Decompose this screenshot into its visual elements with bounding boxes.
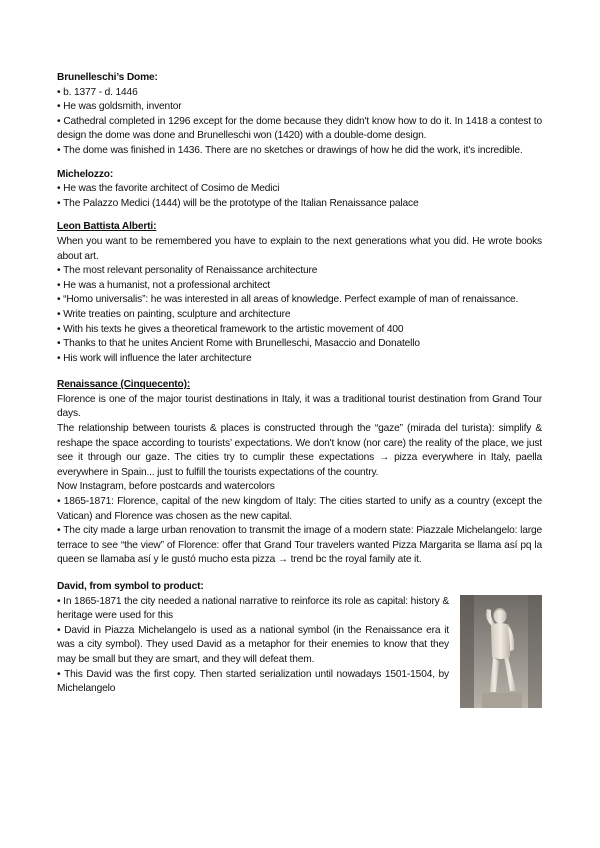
david-text: [57, 595, 449, 697]
bullet-item: • The city made a large urban renovation to transmit the image of a modern state: Piazzale Michelangelo: large terrace to see “the view” of Florence: offer that Grand Tour travelers wanted Pizza Margarita se llama así pq la queen se llamaba así y le gustó mucho esta pizza → trend bc the royal family ate it.: [57, 524, 542, 568]
bullet-item: • The most relevant personality of Renaissance architecture: [57, 264, 542, 279]
bullet-item: • The dome was finished in 1436. There are no sketches or drawings of how he did the work, it's incredible.: [57, 144, 542, 159]
bullet-item: • He was a humanist, not a professional architect: [57, 279, 542, 294]
david-statue-image: [460, 595, 542, 708]
section-heading: Leon Battista Alberti:: [57, 221, 157, 233]
section-brunelleschi: [57, 71, 542, 159]
bullet-item: • b. 1377 - d. 1446: [57, 86, 542, 101]
bullet-item: • His work will influence the later architecture: [57, 352, 542, 367]
paragraph: When you want to be remembered you have to explain to the next generations what you did. He wrote books about art.: [57, 235, 542, 262]
paragraph: Now Instagram, before postcards and watercolors: [57, 481, 275, 493]
bullet-item: • Thanks to that he unites Ancient Rome with Brunelleschi, Masaccio and Donatello: [57, 337, 542, 352]
david-content: [57, 595, 542, 697]
bullet-item: • With his texts he gives a theoretical framework to the artistic movement of 400: [57, 323, 542, 338]
bullet-item: • This David was the first copy. Then started serialization until nowadays 1501-1504, by Michelangelo: [57, 668, 449, 697]
section-david: [57, 580, 542, 697]
bullet-item: • Write treaties on painting, sculpture and architecture: [57, 308, 542, 323]
bullet-item: • The Palazzo Medici (1444) will be the prototype of the Italian Renaissance palace: [57, 197, 542, 212]
paragraph: Florence is one of the major tourist destinations in Italy, it was a traditional tourist destination from Grand Tour days.: [57, 393, 542, 420]
bullet-item: • David in Piazza Michelangelo is used as a national symbol (in the Renaissance era it was a city symbol). They used David as a metaphor for their enemies to know that they may be small but they are smart, and they will defeat them.: [57, 624, 449, 668]
bullet-item: • Cathedral completed in 1296 except for the dome because they didn't know how to do it. In 1418 a contest to design the dome was done and Brunelleschi won (1420) with a double-dome design.: [57, 115, 542, 144]
document-page: [57, 71, 542, 706]
bullet-item: • He was goldsmith, inventor: [57, 100, 542, 115]
section-heading: Michelozzo:: [57, 168, 114, 180]
paragraph: The relationship between tourists & places is constructed through the “gaze” (mirada del turista): simplify & reshape the space according to tourists’ expectations. We don't know (nor care) the reality of the place, we just see it through our gaze. The cities try to cumplir these expectations → pizza everywhere in Italy, paella everywhere in Spain... just to fulfill the tourists expectations of the country.: [57, 423, 542, 478]
bullet-item: • “Homo universalis”: he was interested in all areas of knowledge. Perfect example of man of renaissance.: [57, 293, 542, 308]
bullet-item: • 1865-1871: Florence, capital of the new kingdom of Italy: The cities started to unify as a country (except the Vatican) and Florence was chosen as the new capital.: [57, 495, 542, 524]
section-heading: David, from symbol to product:: [57, 581, 204, 592]
section-alberti: [57, 220, 542, 366]
bullet-item: • In 1865-1871 the city needed a national narrative to reinforce its role as capital: history & heritage were used for this: [57, 595, 449, 624]
section-michelozzo: [57, 168, 542, 212]
bullet-item: • He was the favorite architect of Cosimo de Medici: [57, 182, 542, 197]
section-renaissance: [57, 378, 542, 568]
section-heading: Renaissance (Cinquecento):: [57, 379, 191, 391]
section-heading: Brunelleschi’s Dome:: [57, 72, 158, 83]
